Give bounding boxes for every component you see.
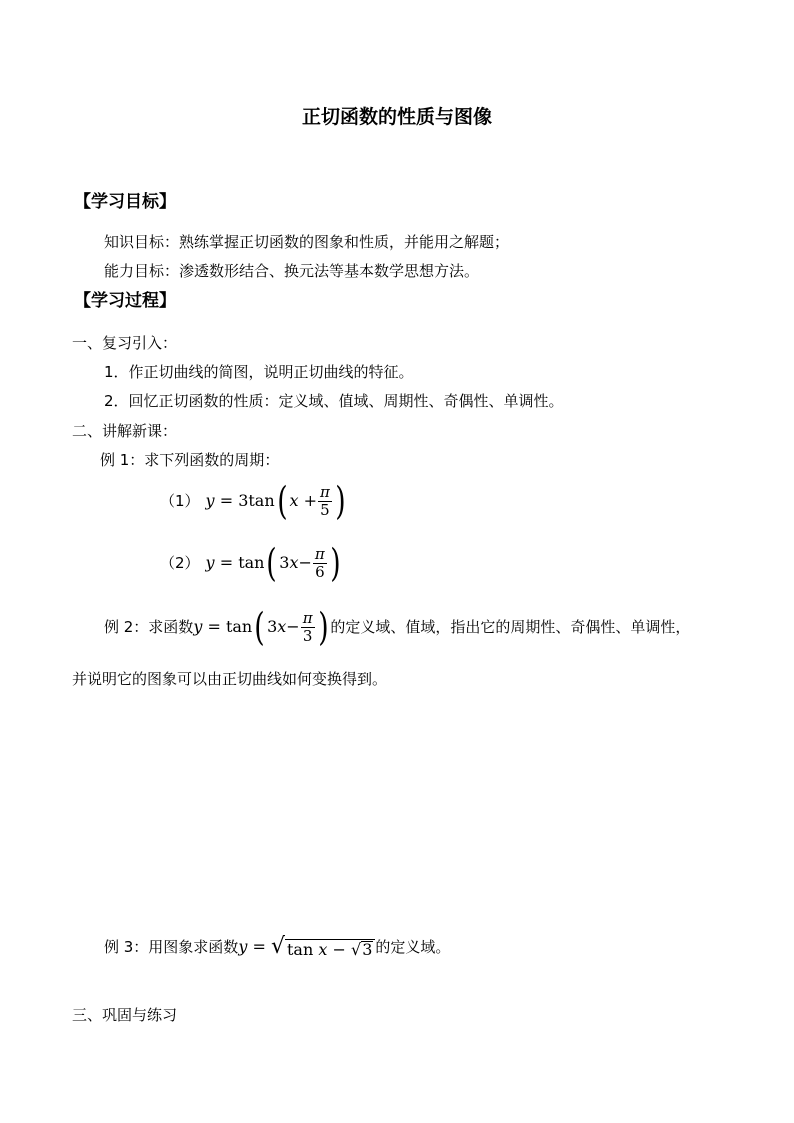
goal-knowledge: 知识目标：熟练掌握正切函数的图象和性质，并能用之解题； [104, 233, 510, 251]
part1-item-1: 1．作正切曲线的简图，说明正切曲线的特征。 [104, 363, 414, 381]
example2-suffix: 的定义域、值域，指出它的周期性、奇偶性、单调性， [330, 617, 691, 636]
left-paren: ( [254, 605, 265, 649]
example2 [104, 606, 690, 648]
fraction: $\frac{\pi}{3}$ [302, 608, 313, 645]
part1-heading: 一、复习引入： [72, 334, 178, 352]
example1-prompt: 例 1：求下列函数的周期： [100, 451, 280, 469]
example1-part-a-label: （1） [160, 491, 200, 510]
example3 [104, 932, 450, 962]
left-paren: ( [276, 479, 288, 523]
left-paren: ( [266, 541, 278, 585]
example1-part-a [160, 480, 348, 522]
formula-3: y = tan ( 3 x − $\frac{\pi}{3}$ ) [193, 605, 329, 649]
formula-2: y = tan ( 3 x − $\frac{\pi}{6}$ ) [205, 541, 341, 585]
fraction: $\frac{\pi}{5}$ [320, 482, 330, 519]
goals-heading: 【学习目标】 [74, 192, 176, 212]
example1-part-b [160, 542, 343, 584]
example1-part-b-label: （2） [160, 553, 200, 572]
part3-heading: 三、巩固与练习 [72, 1006, 178, 1024]
process-heading: 【学习过程】 [74, 291, 176, 311]
formula-4: y = √ tan x − √ 3 [238, 936, 375, 958]
inner-square-root: √ 3 [350, 940, 373, 959]
example2-line2: 并说明它的图象可以由正切曲线如何变换得到。 [72, 670, 388, 688]
fraction: $\frac{\pi}{6}$ [314, 544, 325, 581]
right-paren: ) [330, 541, 341, 585]
right-paren: ) [335, 479, 346, 523]
formula-1: y = 3 tan ( x + $\frac{\pi}{5}$ ) [205, 479, 346, 523]
square-root: √ tan x − √ 3 [271, 936, 375, 958]
example3-prefix: 例 3：用图象求函数 [104, 937, 239, 956]
part2-heading: 二、讲解新课： [72, 422, 178, 440]
part1-item-2: 2．回忆正切函数的性质：定义域、值域、周期性、奇偶性、单调性。 [104, 392, 564, 410]
example3-suffix: 的定义域。 [375, 937, 451, 956]
example2-prefix: 例 2：求函数 [104, 617, 194, 636]
goal-ability: 能力目标：渗透数形结合、换元法等基本数学思想方法。 [104, 262, 480, 280]
page-title: 正切函数的性质与图像 [301, 106, 492, 128]
right-paren: ) [317, 605, 329, 649]
